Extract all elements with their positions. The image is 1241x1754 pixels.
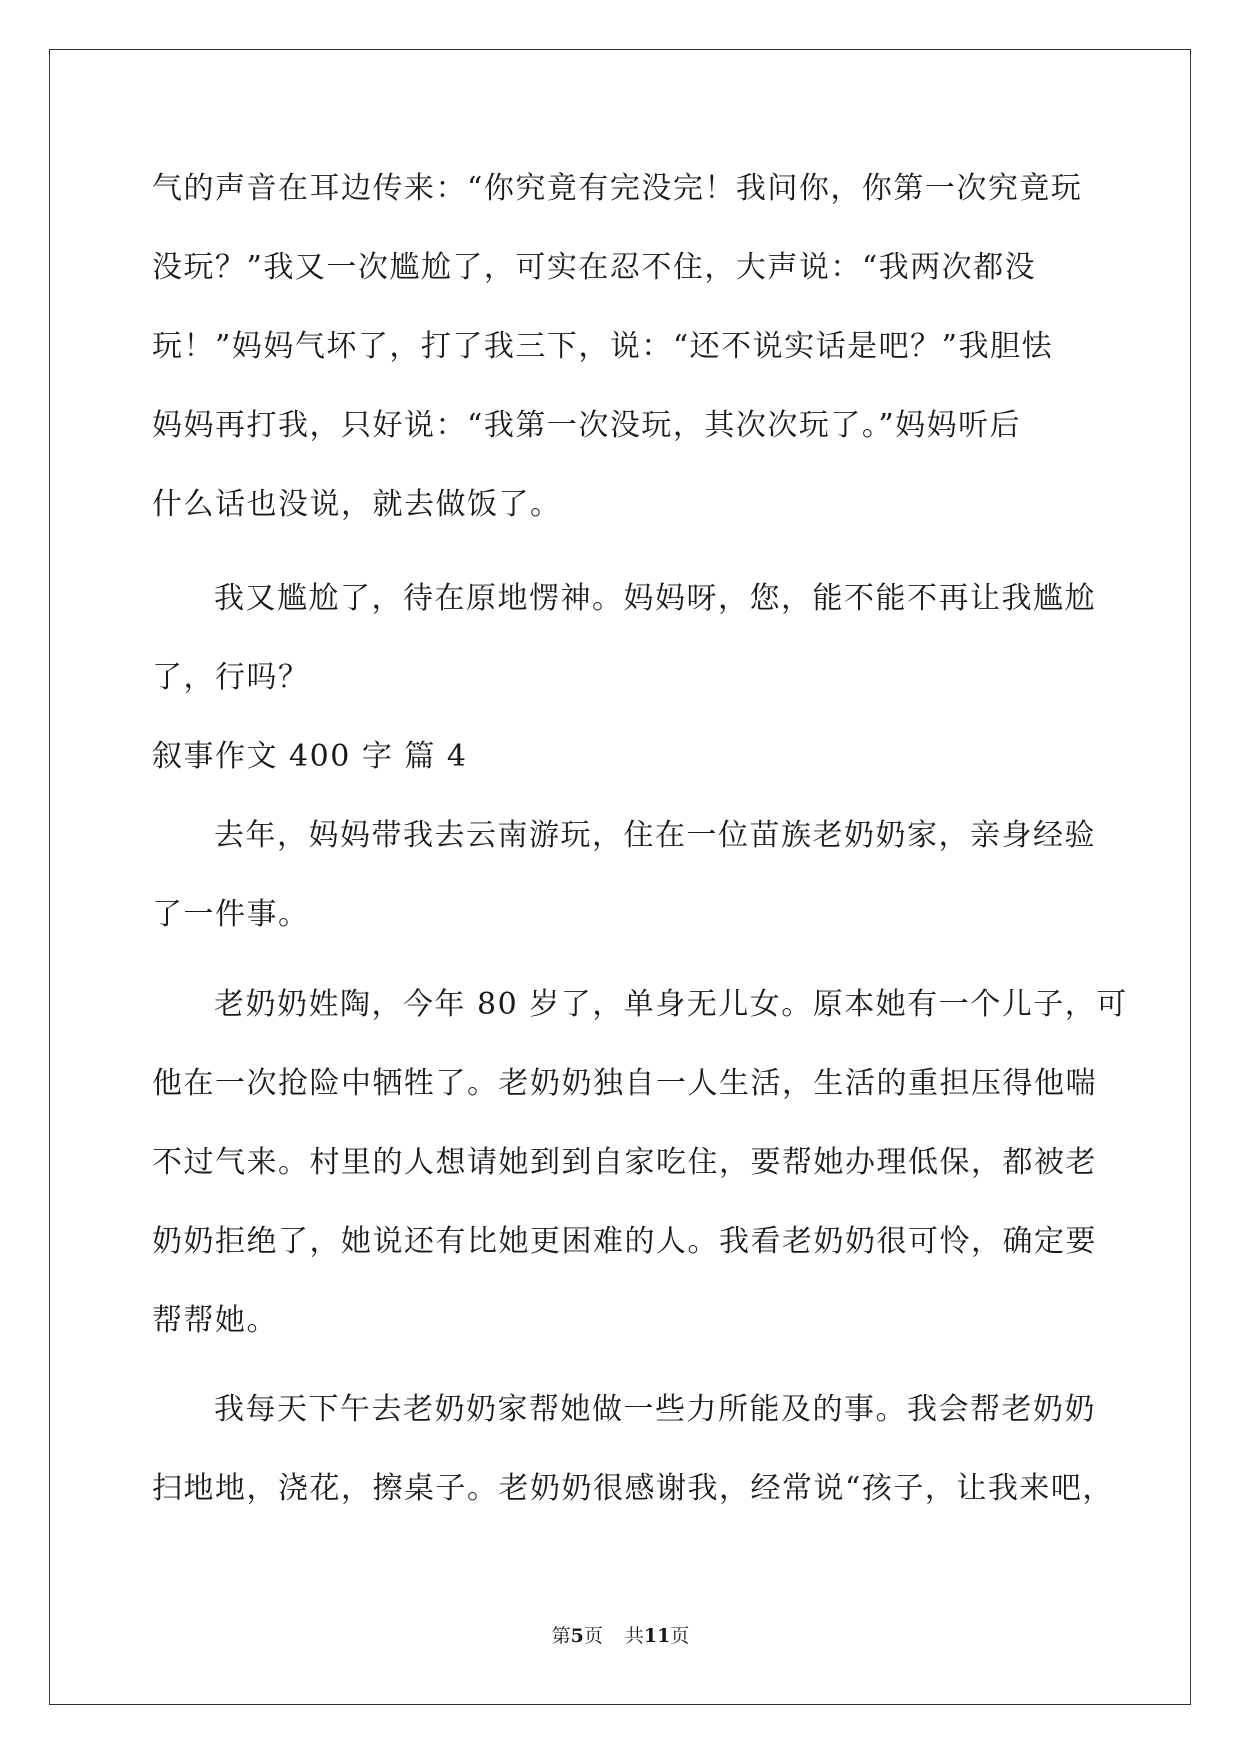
text-line: 奶奶拒绝了，她说还有比她更困难的人。我看老奶奶很可怜，确定要 [152,1224,1097,1259]
text-line: 气的声音在耳边传来：“你究竟有完没完！我问你，你第一次究竟玩 [152,171,1083,206]
text-line: 帮帮她。 [152,1303,278,1338]
footer-total-unit: 页 [670,1625,690,1647]
paragraph-start: 我又尴尬了，待在原地愣神。妈妈呀，您，能不能不再让我尴尬 [214,581,1096,616]
text-line: 他在一次抢险中牺牲了。老奶奶独自一人生活，生活的重担压得他喘 [152,1066,1097,1101]
current-page-number: 5 [570,1625,584,1647]
text-line: 了，行吗？ [152,660,310,695]
text-line: 没玩？”我又一次尴尬了，可实在忍不住，大声说：“我两次都没 [152,250,1037,285]
text-line: 妈妈再打我，只好说：“我第一次没玩，其次次玩了。”妈妈听后 [152,408,1022,443]
paragraph-start: 老奶奶姓陶，今年 80 岁了，单身无儿女。原本她有一个儿子，可 [214,987,1128,1022]
text-line: 不过气来。村里的人想请她到到自家吃住，要帮她办理低保，都被老 [152,1145,1097,1180]
text-line: 什么话也没说，就去做饭了。 [152,487,562,522]
total-page-count: 11 [643,1625,671,1647]
footer-prefix: 第 [551,1625,571,1647]
text-line: 了一件事。 [152,897,310,932]
paragraph-start: 我每天下午去老奶奶家帮她做一些力所能及的事。我会帮老奶奶 [214,1392,1096,1427]
paragraph-start: 去年，妈妈带我去云南游玩，住在一位苗族老奶奶家，亲身经验 [214,818,1096,853]
text-line: 玩！”妈妈气坏了，打了我三下，说：“还不说实话是吧？”我胆怯 [152,329,1054,364]
footer-total-prefix: 共 [624,1625,644,1647]
page-border [49,49,1191,1705]
text-line: 扫地地，浇花，擦桌子。老奶奶很感谢我，经常说“孩子，让我来吧， [152,1471,1114,1506]
section-heading: 叙事作文 400 字 篇 4 [152,739,468,774]
page-footer [0,1621,1241,1648]
footer-page-unit: 页 [583,1625,603,1647]
